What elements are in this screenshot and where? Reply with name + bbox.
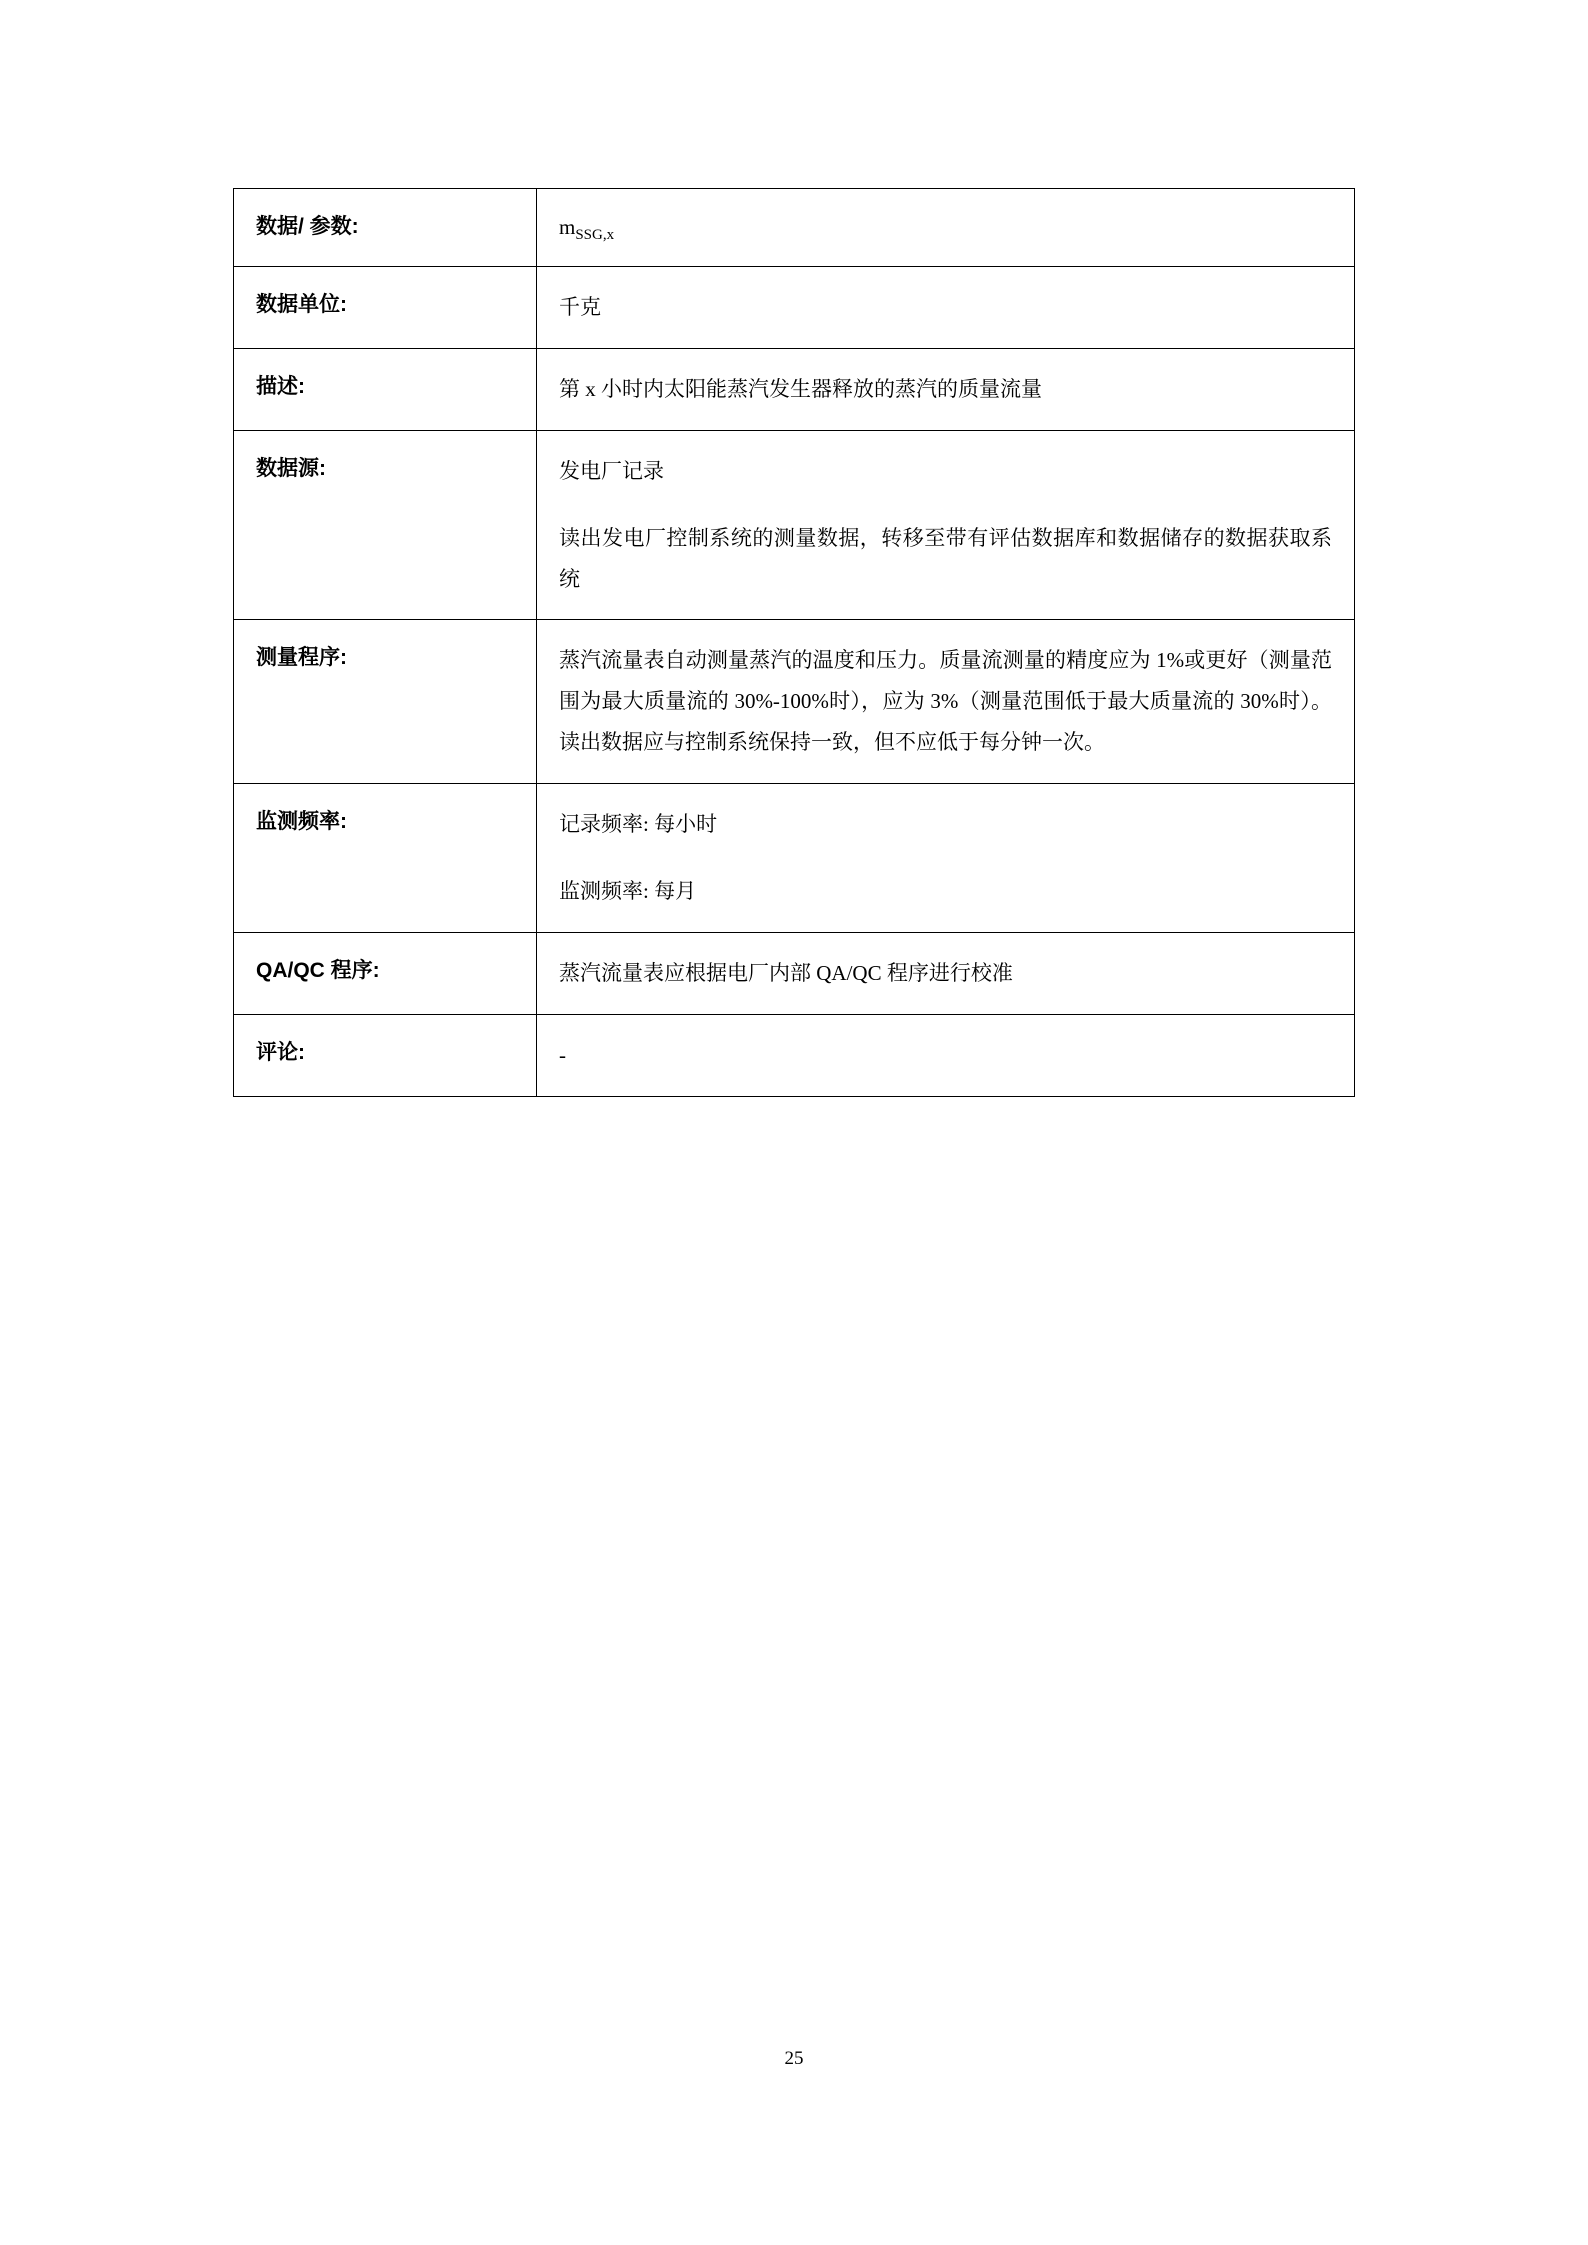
value-line: 第 x 小时内太阳能蒸汽发生器释放的蒸汽的质量流量: [559, 376, 1042, 401]
table-row: [234, 620, 1355, 784]
value-line: -: [559, 1043, 566, 1068]
page-number: 25: [784, 2048, 804, 2069]
table-row: [234, 1015, 1355, 1097]
value-line: 记录频率: 每小时: [559, 812, 718, 837]
table-row: [234, 189, 1355, 267]
table-row: [234, 933, 1355, 1015]
table-body: [234, 189, 1355, 1097]
row-label-monitoring-frequency: 监测频率:: [234, 784, 537, 933]
value-line: 读出发电厂控制系统的测量数据，转移至带有评估数据库和数据储存的数据获取系统: [559, 525, 1332, 591]
value-line: 蒸汽流量表自动测量蒸汽的温度和压力。质量流测量的精度应为 1%或更好（测量范围为最大质量流的 30%-100%时），应为 3%（测量范围低于最大质量流的 30%时）。读出数据应与控制系统保持一致，但不应低于每分钟一次。: [559, 648, 1332, 755]
table-row: [234, 266, 1355, 348]
value-line: 千克: [559, 294, 601, 319]
row-value-monitoring-frequency: [537, 784, 1355, 933]
value-line: 发电厂记录: [559, 458, 664, 483]
table-row: [234, 348, 1355, 430]
row-label-measurement-procedure: 测量程序:: [234, 620, 537, 784]
row-value-data-source: [537, 430, 1355, 620]
row-label-data-source: 数据源:: [234, 430, 537, 620]
row-label-description: 描述:: [234, 348, 537, 430]
parameter-symbol-base: m: [559, 215, 576, 239]
row-value-data-unit: [537, 266, 1355, 348]
table-row: [234, 784, 1355, 933]
parameter-symbol-subscript: SSG,x: [575, 227, 615, 244]
row-value-description: [537, 348, 1355, 430]
row-value-data-parameter: [537, 189, 1355, 267]
row-value-measurement-procedure: [537, 620, 1355, 784]
value-line: 蒸汽流量表应根据电厂内部 QA/QC 程序进行校准: [559, 961, 1013, 986]
row-value-comments: [537, 1015, 1355, 1097]
value-line: 监测频率: 每月: [559, 879, 697, 904]
row-label-comments: 评论:: [234, 1015, 537, 1097]
parameter-table: [233, 188, 1355, 1097]
row-label-data-unit: 数据单位:: [234, 266, 537, 348]
row-label-qaqc-procedure: QA/QC 程序:: [234, 933, 537, 1015]
table-row: [234, 430, 1355, 620]
row-value-qaqc-procedure: [537, 933, 1355, 1015]
row-label-data-parameter: 数据/ 参数:: [234, 189, 537, 267]
